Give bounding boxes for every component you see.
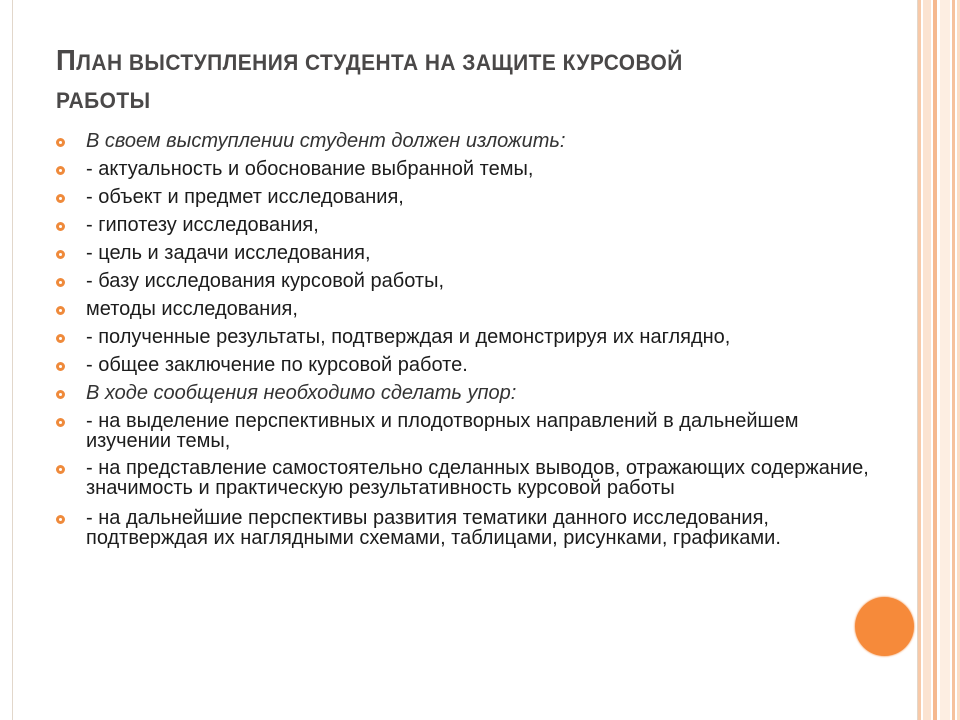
bullet-text: - гипотезу исследования, xyxy=(86,214,319,236)
bullet-item xyxy=(56,243,886,263)
bullet-text: методы исследования, xyxy=(86,298,298,320)
bullet-text: - базу исследования курсовой работы, xyxy=(86,270,445,292)
bullet-ring-icon xyxy=(56,390,65,399)
bullet-item xyxy=(56,215,886,235)
bullet-item xyxy=(56,458,886,498)
bullet-text: В своем выступлении студент должен изложить: xyxy=(86,130,566,152)
bullet-ring-icon xyxy=(56,222,65,231)
orange-circle-decoration xyxy=(855,597,914,656)
bullet-item xyxy=(56,327,886,347)
bullet-item xyxy=(56,411,886,451)
bullet-item xyxy=(56,355,886,375)
bullet-text: - объект и предмет исследования, xyxy=(86,186,404,208)
bullet-item xyxy=(56,383,886,403)
bullet-item xyxy=(56,187,886,207)
bullet-ring-icon xyxy=(56,306,65,315)
bullet-text: - актуальность и обоснование выбранной темы, xyxy=(86,158,534,180)
bullet-ring-icon xyxy=(56,465,65,474)
bullet-text: В ходе сообщения необходимо сделать упор: xyxy=(86,382,517,404)
bullet-text: - на дальнейшие перспективы развития тематики данного исследования, подтверждая их наглядными схемами, таблицами, рисунками, графиками. xyxy=(86,507,781,549)
bullet-text: - на представление самостоятельно сделанных выводов, отражающих содержание, значимость и практическую результативность курсовой работы xyxy=(86,457,869,499)
slide-title: ПЛАН ВЫСТУПЛЕНИЯ СТУДЕНТА НА ЗАЩИТЕ КУРСОВОЙ РАБОТЫ xyxy=(56,45,683,113)
bullet-item xyxy=(56,131,886,151)
bullet-list xyxy=(56,131,886,548)
bullet-text: - общее заключение по курсовой работе. xyxy=(86,354,468,376)
bullet-text: - цель и задачи исследования, xyxy=(86,242,371,264)
bullet-ring-icon xyxy=(56,515,65,524)
bullet-ring-icon xyxy=(56,194,65,203)
bullet-text: - полученные результаты, подтверждая и демонстрируя их наглядно, xyxy=(86,326,731,348)
bullet-text: - на выделение перспективных и плодотворных направлений в дальнейшем изучении темы, xyxy=(86,410,799,452)
bullet-ring-icon xyxy=(56,166,65,175)
bullet-item xyxy=(56,299,886,319)
bullet-ring-icon xyxy=(56,418,65,427)
bullet-item xyxy=(56,159,886,179)
bullet-ring-icon xyxy=(56,250,65,259)
bullet-ring-icon xyxy=(56,334,65,343)
bullet-item xyxy=(56,508,886,548)
bullet-item xyxy=(56,271,886,291)
bullet-ring-icon xyxy=(56,278,65,287)
bullet-ring-icon xyxy=(56,362,65,371)
bullet-ring-icon xyxy=(56,138,65,147)
decorative-stripes xyxy=(918,0,960,720)
